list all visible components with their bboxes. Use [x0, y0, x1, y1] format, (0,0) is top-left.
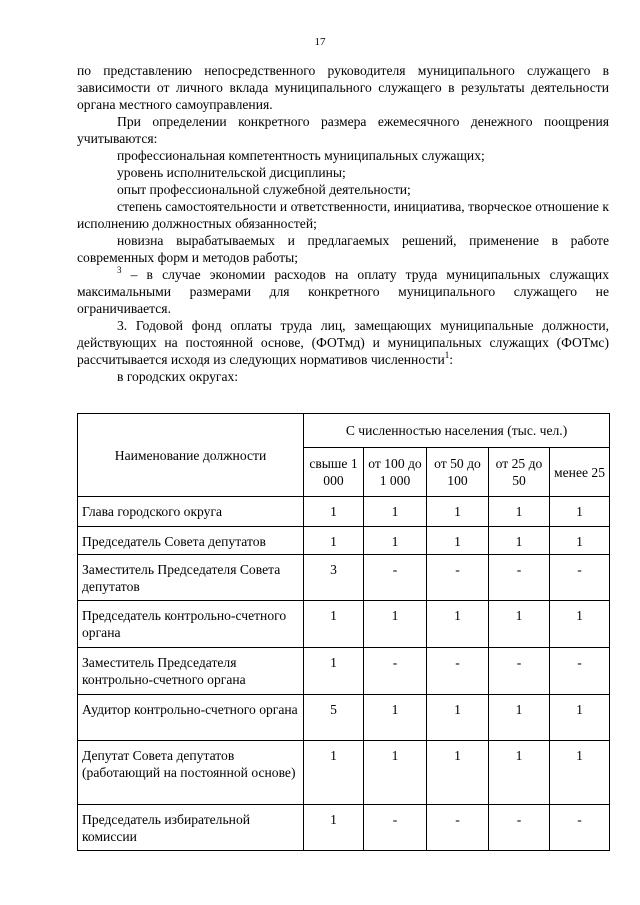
table-cell: 1 [364, 695, 427, 741]
table-cell: 1 [427, 497, 489, 527]
table-cell: - [427, 805, 489, 851]
table-cell: 1 [550, 741, 610, 805]
table-row [78, 497, 610, 527]
header-column: от 25 до 50 [489, 448, 550, 497]
header-column: от 50 до 100 [427, 448, 489, 497]
table-cell: - [550, 648, 610, 695]
table-row [78, 805, 610, 851]
position-name: Председатель избирательной комиссии [78, 805, 304, 851]
staffing-norms-table [77, 413, 610, 851]
position-name: Заместитель Председателя Совета депутатов [78, 555, 304, 601]
table-cell: 1 [550, 601, 610, 648]
table-cell: 1 [364, 741, 427, 805]
table-cell: - [427, 648, 489, 695]
table-cell: 1 [364, 497, 427, 527]
footnote-mark: 3 [117, 265, 122, 275]
table-cell: 1 [304, 648, 364, 695]
position-name: Аудитор контрольно-счетного органа [78, 695, 304, 741]
table-cell: - [489, 648, 550, 695]
table-cell: - [364, 805, 427, 851]
table-cell: 1 [427, 527, 489, 555]
table-row [78, 527, 610, 555]
table-cell: 1 [427, 601, 489, 648]
footnote-text: – в случае экономии расходов на оплату труда муниципальных служащих максимальными размерами для конкретного муниципального служащего не ограничивается. [77, 267, 609, 316]
table-cell: 1 [304, 805, 364, 851]
table-row [78, 648, 610, 695]
page-number: 17 [314, 36, 326, 48]
position-name: Глава городского округа [78, 497, 304, 527]
table-cell: 1 [550, 695, 610, 741]
table-cell: 1 [364, 527, 427, 555]
table-cell: - [489, 805, 550, 851]
table-cell: - [427, 555, 489, 601]
header-column: от 100 до 1 000 [364, 448, 427, 497]
position-name: Депутат Совета депутатов (работающий на постоянной основе) [78, 741, 304, 805]
criteria-item: опыт профессиональной служебной деятельности; [117, 182, 411, 197]
table-cell: 1 [304, 601, 364, 648]
table-cell: 1 [489, 527, 550, 555]
table-cell: 1 [364, 601, 427, 648]
table-cell: - [489, 555, 550, 601]
paragraph-city-districts: в городских округах: [117, 369, 239, 384]
table-cell: - [364, 648, 427, 695]
paragraph-continuation: по представлению непосредственного руководителя муниципального служащего в зависимости от личного вклада муниципального служащего в результаты деятельности органа местного самоуправления. [77, 63, 609, 112]
table-row [78, 741, 610, 805]
document-body [77, 62, 609, 385]
paragraph-criteria-intro: При определении конкретного размера ежемесячного денежного поощрения учитываются: [77, 114, 609, 146]
table-cell: - [364, 555, 427, 601]
position-name: Председатель контрольно-счетного органа [78, 601, 304, 648]
criteria-item: степень самостоятельности и ответственности, инициатива, творческое отношение к исполнению должностных обязанностей; [77, 199, 609, 231]
section-3-text: 3. Годовой фонд оплаты труда лиц, замещающих муниципальные должности, действующих на постоянной основе, (ФОТмд) и муниципальных служащих (ФОТмс) рассчитывается исходя из следующих нормативов численности [77, 318, 609, 367]
paragraph-section-3 [77, 317, 609, 368]
table-cell: 1 [489, 601, 550, 648]
table-cell: 1 [550, 497, 610, 527]
table-cell: 1 [427, 741, 489, 805]
table-cell: 1 [489, 741, 550, 805]
table-cell: 1 [304, 527, 364, 555]
table-cell: - [550, 555, 610, 601]
table-row [78, 695, 610, 741]
criteria-item: новизна вырабатываемых и предлагаемых решений, применение в работе современных форм и методов работы; [77, 233, 609, 265]
footnote-ref: 1 [444, 350, 450, 360]
table-cell: 1 [304, 741, 364, 805]
header-column: менее 25 [550, 448, 610, 497]
table-cell: 5 [304, 695, 364, 741]
table-cell: - [550, 805, 610, 851]
footnote [77, 266, 609, 317]
table-cell: 1 [489, 497, 550, 527]
criteria-item: уровень исполнительской дисциплины; [117, 165, 346, 180]
position-name: Председатель Совета депутатов [78, 527, 304, 555]
header-position-name: Наименование должности [78, 414, 304, 497]
table-cell: 1 [427, 695, 489, 741]
table-row [78, 601, 610, 648]
table-cell: 1 [489, 695, 550, 741]
table-cell: 3 [304, 555, 364, 601]
criteria-item: профессиональная компетентность муниципальных служащих; [117, 148, 485, 163]
position-name: Заместитель Председателя контрольно-счетного органа [78, 648, 304, 695]
table-row [78, 555, 610, 601]
table-cell: 1 [304, 497, 364, 527]
header-population-group: С численностью населения (тыс. чел.) [304, 414, 610, 448]
table-cell: 1 [550, 527, 610, 555]
section-3-end: : [449, 352, 453, 367]
header-column: свыше 1 000 [304, 448, 364, 497]
